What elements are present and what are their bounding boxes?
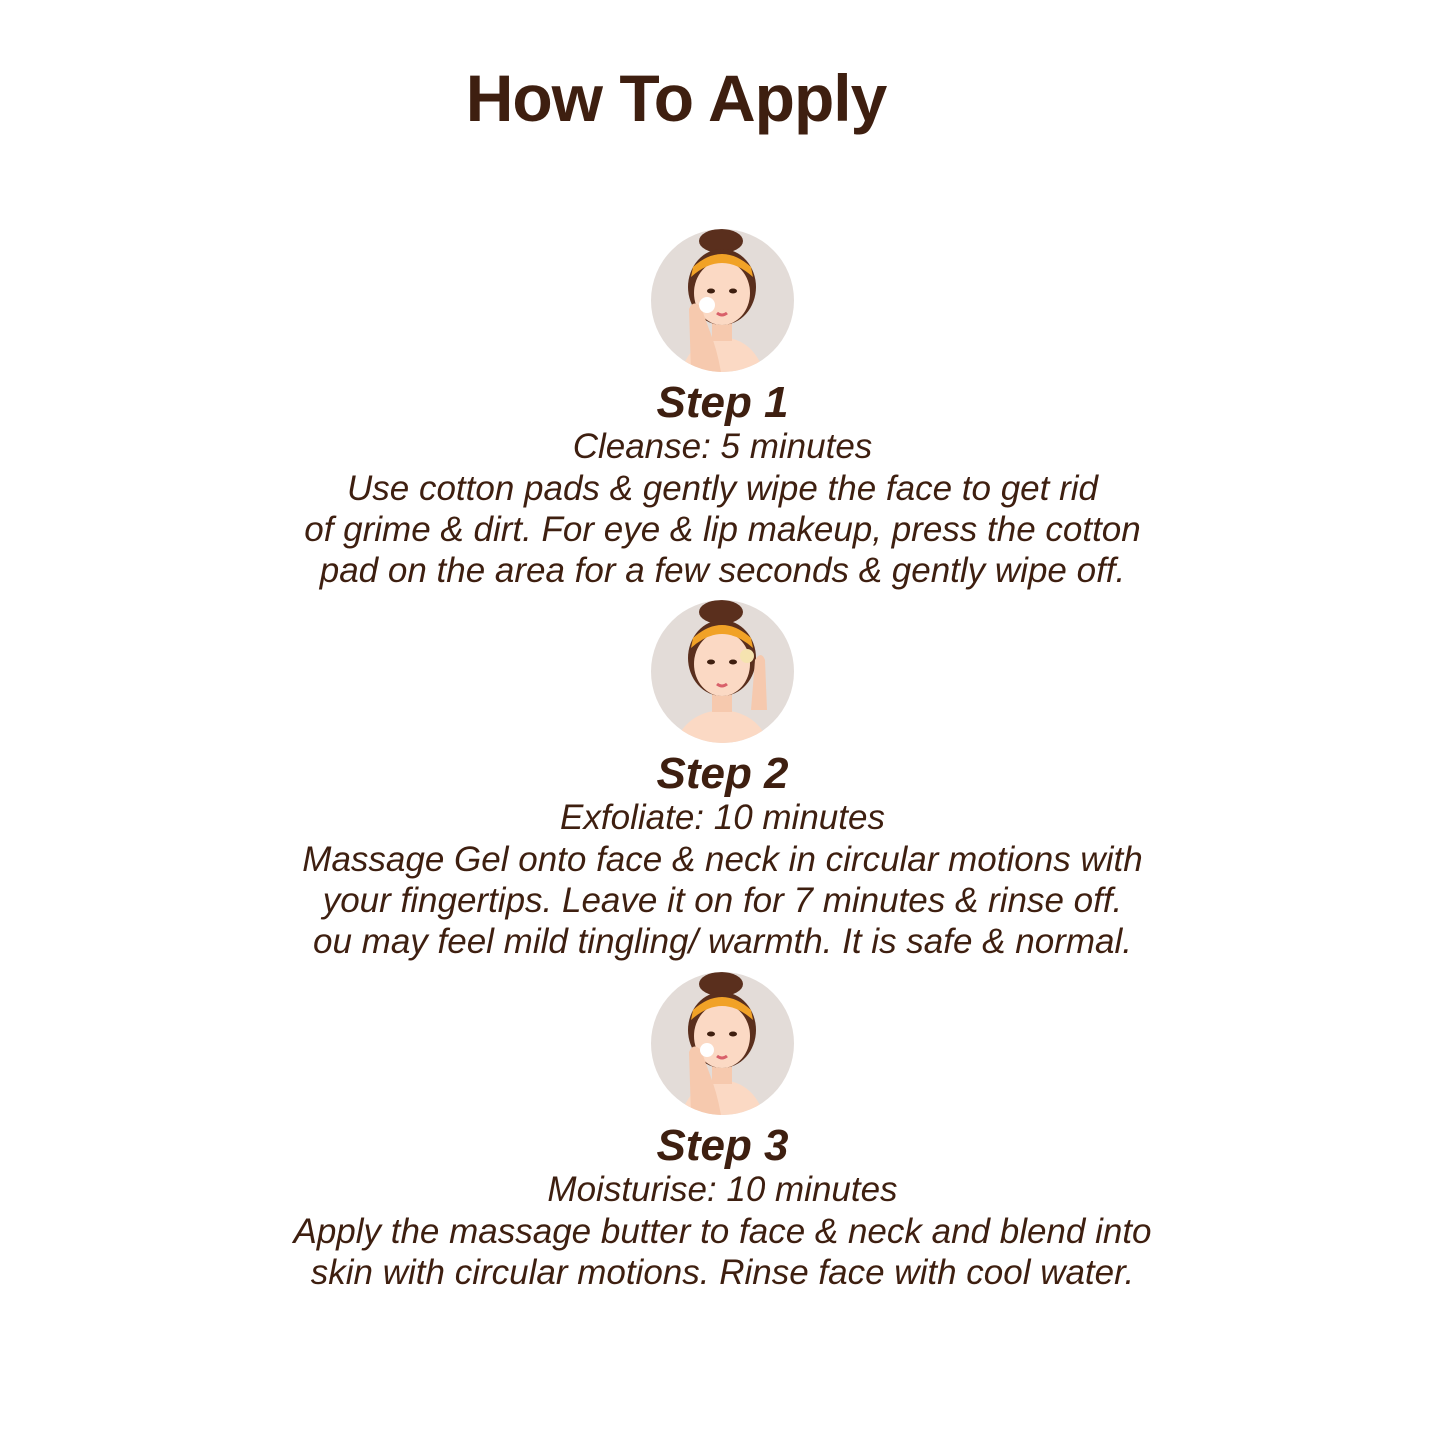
step-2-line-1: Massage Gel onto face & neck in circular motions with bbox=[302, 840, 1143, 879]
step-3-description bbox=[0, 1211, 1445, 1293]
step-3-subtitle: Moisturise: 10 minutes bbox=[547, 1170, 898, 1209]
face-exfoliating-icon bbox=[651, 600, 794, 743]
step-1-line-3: pad on the area for a few seconds & gently wipe off. bbox=[319, 551, 1126, 590]
step-2-description bbox=[0, 839, 1445, 962]
face-moisturising-icon bbox=[651, 972, 794, 1115]
step-1-subtitle: Cleanse: 5 minutes bbox=[572, 427, 873, 466]
step-2-line-3: ou may feel mild tingling/ warmth. It is safe & normal. bbox=[313, 922, 1132, 961]
step-2-subtitle: Exfoliate: 10 minutes bbox=[560, 798, 885, 837]
step-1-line-2: of grime & dirt. For eye & lip makeup, press the cotton bbox=[304, 510, 1141, 549]
step-1-line-1: Use cotton pads & gently wipe the face to get rid bbox=[347, 469, 1098, 508]
face-cleansing-icon bbox=[651, 229, 794, 372]
page-title: How To Apply bbox=[465, 61, 887, 135]
step-3-line-2: skin with circular motions. Rinse face with cool water. bbox=[310, 1253, 1135, 1292]
step-3-line-1: Apply the massage butter to face & neck and blend into bbox=[293, 1212, 1152, 1251]
step-1-title: Step 1 bbox=[656, 378, 789, 427]
step-2-title: Step 2 bbox=[656, 749, 789, 798]
step-3-title: Step 3 bbox=[656, 1121, 789, 1170]
step-2-line-2: your fingertips. Leave it on for 7 minutes & rinse off. bbox=[322, 881, 1123, 920]
step-1-description bbox=[0, 468, 1445, 591]
